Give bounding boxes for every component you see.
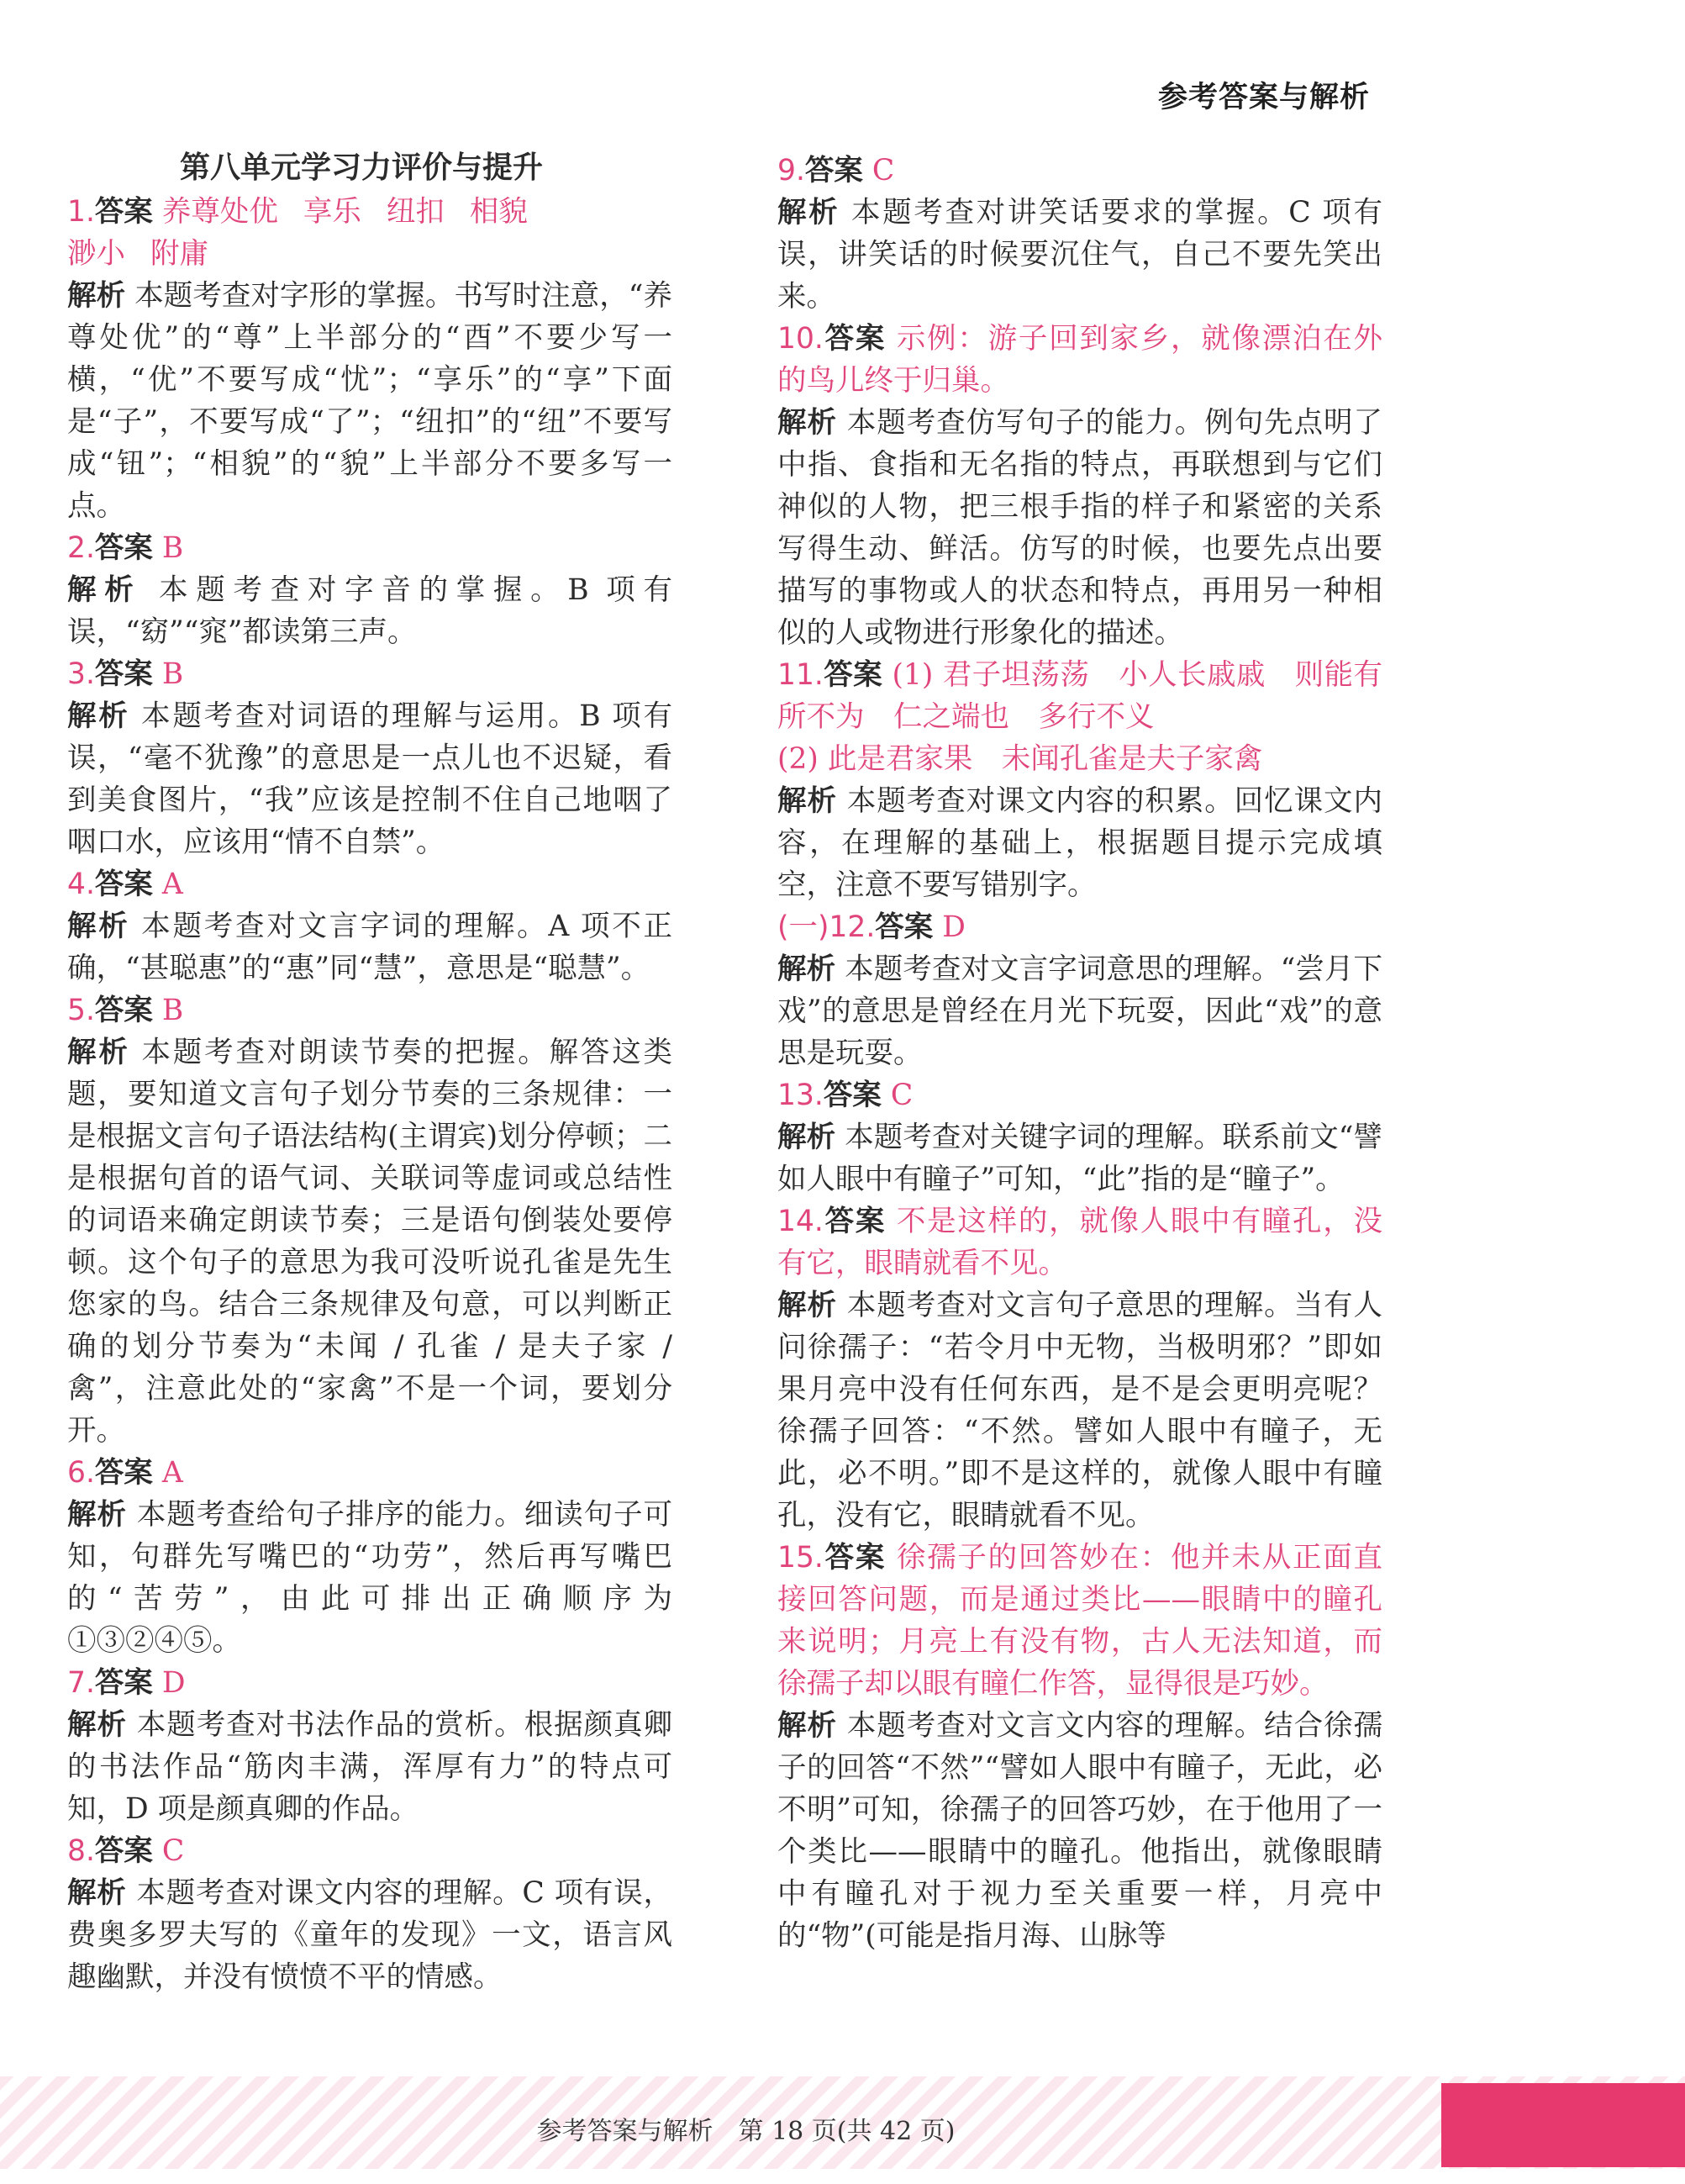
q7-analysis (67, 1704, 672, 1830)
q2-analysis-text: 本题考查对字音的掌握。B 项有误，“窈”“窕”都读第三声。 (67, 573, 672, 649)
q5-answer-label: 答案 (94, 994, 153, 1027)
q14-analysis (777, 1285, 1382, 1537)
q3-analysis (67, 695, 672, 863)
q1-analysis (67, 275, 672, 527)
q1-answer-word: 附庸 (150, 237, 208, 271)
q1-number: 1. (67, 195, 95, 229)
q12-analysis (777, 948, 1382, 1074)
q6-answer (67, 1452, 672, 1494)
q1-analysis-label: 解析 (67, 279, 126, 313)
q15-answer-label: 答案 (823, 1541, 887, 1575)
q2-analysis-label: 解析 (67, 573, 142, 607)
q9-number: 9. (777, 154, 805, 187)
q14-analysis-label: 解析 (777, 1289, 837, 1322)
q7-answer-label: 答案 (94, 1666, 153, 1700)
q10-number: 10. (777, 322, 824, 356)
q7-answer (67, 1662, 672, 1704)
q14-answer-label: 答案 (823, 1205, 887, 1238)
q9-answer-value: C (871, 154, 895, 187)
q11-answer-label: 答案 (823, 658, 883, 692)
q3-answer (67, 653, 672, 695)
q2-answer (67, 527, 672, 569)
q14-answer (777, 1200, 1382, 1285)
q11-answer-part2: (2) 此是君家果 未闻孔雀是夫子家禽 (777, 742, 1263, 776)
q14-number: 14. (777, 1205, 824, 1238)
q9-analysis-label: 解析 (777, 196, 840, 229)
q9-analysis-text: 本题考查对讲笑话要求的掌握。C 项有误，讲笑话的时候要沉住气，自己不要先笑出来。 (777, 196, 1383, 314)
q6-answer-label: 答案 (94, 1456, 153, 1490)
q15-analysis (777, 1705, 1382, 1957)
q11-answer (777, 654, 1382, 780)
q4-analysis-text: 本题考查对文言字词的理解。A 项不正确，“甚聪惠”的“惠”同“慧”，意思是“聪慧”。 (67, 910, 673, 985)
q12-answer (777, 906, 1382, 948)
q1-answer (67, 191, 672, 275)
q2-number: 2. (67, 531, 95, 565)
q8-answer (67, 1830, 672, 1872)
q12-analysis-label: 解析 (777, 952, 836, 986)
q6-number: 6. (67, 1456, 95, 1490)
q12-section-prefix: (一) (777, 910, 829, 944)
q4-answer-label: 答案 (94, 868, 153, 901)
q5-analysis (67, 1031, 672, 1452)
q7-number: 7. (67, 1666, 95, 1700)
q15-analysis-text: 本题考查对文言文内容的理解。结合徐孺子的回答“不然”“譬如人眼中有瞳子，无此，必不明”可知，徐孺子的回答巧妙，在于他用了一个类比——眼睛中的瞳孔。他指出，就像眼睛中有瞳孔对于视力至关重要一样，月亮中的“物”(可能是指月海、山脉等 (777, 1709, 1383, 1953)
q2-analysis (67, 569, 672, 653)
q2-answer-value: B (161, 531, 184, 565)
q11-analysis-text: 本题考查对课文内容的积累。回忆课文内容，在理解的基础上，根据题目提示完成填空，注意不要写错别字。 (777, 784, 1383, 902)
q5-answer (67, 989, 672, 1031)
q13-analysis-label: 解析 (777, 1121, 836, 1154)
q13-analysis-text: 本题考查对关键字词的理解。联系前文“譬如人眼中有瞳子”可知，“此”指的是“瞳子”。 (777, 1121, 1383, 1196)
q5-answer-value: B (161, 994, 184, 1027)
q4-analysis (67, 905, 672, 989)
q6-analysis-label: 解析 (67, 1498, 127, 1532)
q7-answer-value: D (161, 1666, 186, 1700)
q11-analysis (777, 780, 1382, 906)
q8-analysis-text: 本题考查对课文内容的理解。C 项有误，费奥多罗夫写的《童年的发现》一文，语言风趣幽默，并没有愤愤不平的情感。 (67, 1876, 673, 1994)
q11-answer-part1: (1) 君子坦荡荡 小人长戚戚 则能有所不为 仁之端也 多行不义 (777, 658, 1383, 734)
q9-answer (777, 150, 1382, 192)
q10-answer (777, 318, 1382, 402)
q12-answer-label: 答案 (875, 910, 934, 944)
q10-answer-value: 示例：游子回到家乡，就像漂泊在外的鸟儿终于归巢。 (777, 322, 1383, 398)
q12-number: 12. (829, 910, 876, 944)
q9-analysis (777, 192, 1382, 318)
q4-answer (67, 863, 672, 905)
q14-answer-value: 不是这样的，就像人眼中有瞳孔，没有它，眼睛就看不见。 (777, 1205, 1383, 1280)
q14-analysis-text: 本题考查对文言句子意思的理解。当有人问徐孺子：“若令月中无物，当极明邪？”即如果月亮中没有任何东西，是不是会更明亮呢？徐孺子回答：“不然。譬如人眼中有瞳子，无此，必不明。”即不是这样的，就像人眼中有瞳孔，没有它，眼睛就看不见。 (777, 1289, 1383, 1532)
q1-answer-label: 答案 (94, 195, 153, 229)
q6-analysis-text: 本题考查给句子排序的能力。细读句子可知，句群先写嘴巴的“功劳”，然后再写嘴巴的“苦劳”，由此可排出正确顺序为①③②④⑤。 (67, 1498, 673, 1658)
q8-analysis-label: 解析 (67, 1876, 127, 1910)
left-column (67, 147, 672, 1998)
unit-title: 第八单元学习力评价与提升 (179, 150, 543, 185)
q4-analysis-label: 解析 (67, 910, 130, 943)
q1-answer-word: 养尊处优 (161, 195, 278, 229)
q5-number: 5. (67, 994, 95, 1027)
q3-analysis-text: 本题考查对词语的理解与运用。B 项有误，“毫不犹豫”的意思是一点儿也不迟疑，看到美食图片，“我”应该是控制不住自己地咽了咽口水，应该用“情不自禁”。 (67, 699, 673, 859)
q8-analysis (67, 1872, 672, 1998)
q8-answer-label: 答案 (94, 1834, 153, 1868)
q13-answer (777, 1074, 1382, 1116)
q7-analysis-label: 解析 (67, 1708, 127, 1742)
q6-answer-value: A (161, 1456, 183, 1490)
q11-number: 11. (777, 658, 824, 692)
q13-answer-value: C (890, 1079, 914, 1112)
q1-answer-word: 相貌 (469, 195, 528, 229)
q1-answer-word: 享乐 (303, 195, 361, 229)
q4-number: 4. (67, 868, 95, 901)
q2-answer-label: 答案 (94, 531, 153, 565)
q6-analysis (67, 1494, 672, 1662)
q13-analysis (777, 1116, 1382, 1200)
q13-answer-label: 答案 (823, 1079, 882, 1112)
q5-analysis-text: 本题考查对朗读节奏的把握。解答这类题，要知道文言句子划分节奏的三条规律：一是根据文言句子语法结构(主谓宾)划分停顿；二是根据句首的语气词、关联词等虚词或总结性的词语来确定朗读节奏；三是语句倒装处要停顿。这个句子的意思为我可没听说孔雀是先生您家的鸟。结合三条规律及句意，可以判断正确的划分节奏为“未闻 / 孔雀 / 是夫子家 / 禽”，注意此处的“家禽”不是一个词，要划分开。 (67, 1036, 673, 1448)
q8-answer-value: C (161, 1834, 185, 1868)
q12-answer-value: D (942, 910, 966, 944)
q15-analysis-label: 解析 (777, 1709, 837, 1743)
q5-analysis-label: 解析 (67, 1036, 130, 1069)
footer-page-info: 参考答案与解析 第 18 页(共 42 页) (536, 2117, 956, 2146)
q1-answer-word: 渺小 (67, 237, 125, 271)
q3-number: 3. (67, 657, 95, 691)
q3-answer-label: 答案 (94, 657, 153, 691)
q10-answer-label: 答案 (823, 322, 887, 356)
q15-number: 15. (777, 1541, 824, 1575)
q15-answer-value: 徐孺子的回答妙在：他并未从正面直接回答问题，而是通过类比——眼睛中的瞳孔来说明；月亮上有没有物，古人无法知道，而徐孺子却以眼有瞳仁作答，显得很是巧妙。 (777, 1541, 1383, 1701)
q9-answer-label: 答案 (804, 154, 863, 187)
q1-analysis-text: 本题考查对字形的掌握。书写时注意，“养尊处优”的“尊”上半部分的“酉”不要少写一横，“优”不要写成“忧”；“享乐”的“享”下面是“子”，不要写成“了”；“纽扣”的“纽”不要写成“钮”；“相貌”的“貌”上半部分不要多写一点。 (67, 279, 673, 523)
q1-answer-word: 纽扣 (386, 195, 445, 229)
q3-analysis-label: 解析 (67, 699, 130, 733)
q7-analysis-text: 本题考查对书法作品的赏析。根据颜真卿的书法作品“筋肉丰满，浑厚有力”的特点可知，D 项是颜真卿的作品。 (67, 1708, 673, 1826)
q10-analysis-label: 解析 (777, 406, 837, 440)
q12-analysis-text: 本题考查对文言字词意思的理解。“尝月下戏”的意思是曾经在月光下玩耍，因此“戏”的意思是玩耍。 (777, 952, 1383, 1070)
q4-answer-value: A (161, 868, 183, 901)
q3-answer-value: B (161, 657, 184, 691)
q15-answer (777, 1537, 1382, 1705)
q11-analysis-label: 解析 (777, 784, 837, 818)
q10-analysis-text: 本题考查仿写句子的能力。例句先点明了中指、食指和无名指的特点，再联想到与它们神似的人物，把三根手指的样子和紧密的关系写得生动、鲜活。仿写的时候，也要先点出要描写的事物或人的状态和特点，再用另一种相似的人或物进行形象化的描述。 (777, 406, 1383, 650)
q8-number: 8. (67, 1834, 95, 1868)
q13-number: 13. (777, 1079, 824, 1112)
q10-analysis (777, 402, 1382, 654)
page-header-title: 参考答案与解析 (1157, 81, 1370, 114)
right-column (777, 150, 1382, 1957)
